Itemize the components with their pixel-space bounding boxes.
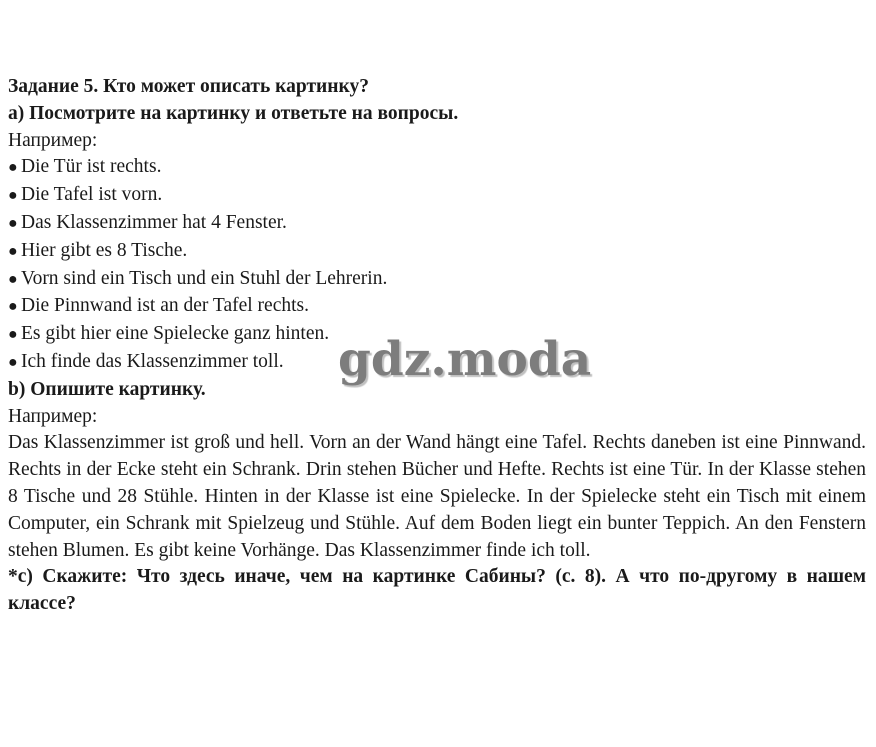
bullet-text: Die Tafel ist vorn. [21,184,163,206]
bullet-item [8,182,866,210]
bullet-dot-icon: ● [8,270,18,288]
bullet-dot-icon: ● [8,214,18,232]
bullet-dot-icon: ● [8,326,18,344]
bullet-text: Das Klassenzimmer hat 4 Fenster. [21,211,287,233]
bullet-item [8,238,866,266]
watermark-logo: gdz.moda [338,332,592,387]
part-a-heading: а) Посмотрите на картинку и ответьте на вопросы. [8,102,459,124]
bullet-item [8,154,866,182]
bullet-dot-icon: ● [8,187,18,205]
bullet-item [8,266,866,294]
part-b-paragraph: Das Klassenzimmer ist groß und hell. Vorn an der Wand hängt eine Tafel. Rechts daneben ist eine Pinnwand. Rechts in der Ecke steht ein Schrank. Drin stehen Bücher und Hefte. Rechts ist eine Tür. In der Klasse stehen 8 Tische und 28 Stühle. Hinten in der Klasse ist eine Spielecke. In der Spielecke steht ein Tisch mit einem Computer, ein Schrank mit Spielzeug und Stühle. Auf dem Boden liegt ein bunter Teppich. An den Fenstern stehen Blumen. Es gibt keine Vorhänge. Das Klassenzimmer finde ich toll. [8,432,866,561]
bullet-item [8,349,866,377]
bullet-text: Hier gibt es 8 Tische. [21,239,188,261]
part-c-paragraph: *c) Скажите: Что здесь иначе, чем на картинке Сабины? (с. 8). А что по-другому в нашем классе? [8,566,866,615]
bullet-text: Ich finde das Klassenzimmer toll. [21,350,284,372]
task-title: Задание 5. Кто может описать картинку? [8,76,369,97]
example-label-b: Например: [8,405,98,427]
bullet-text: Vorn sind ein Tisch und ein Stuhl der Lehrerin. [21,267,388,289]
bullet-text: Die Tür ist rechts. [21,156,162,178]
bullet-item [8,293,866,321]
bullet-text: Die Pinnwand ist an der Tafel rechts. [21,295,309,317]
example-label-a: Например: [8,129,98,151]
bullet-dot-icon: ● [8,298,18,316]
bullet-dot-icon: ● [8,159,18,177]
part-b-heading: b) Опишите картинку. [8,378,206,400]
bullet-text: Es gibt hier eine Spielecke ganz hinten. [21,323,330,345]
document-page [8,74,866,618]
bullet-dot-icon: ● [8,353,18,371]
bullet-item [8,321,866,349]
bullet-item [8,210,866,238]
bullet-dot-icon: ● [8,242,18,260]
